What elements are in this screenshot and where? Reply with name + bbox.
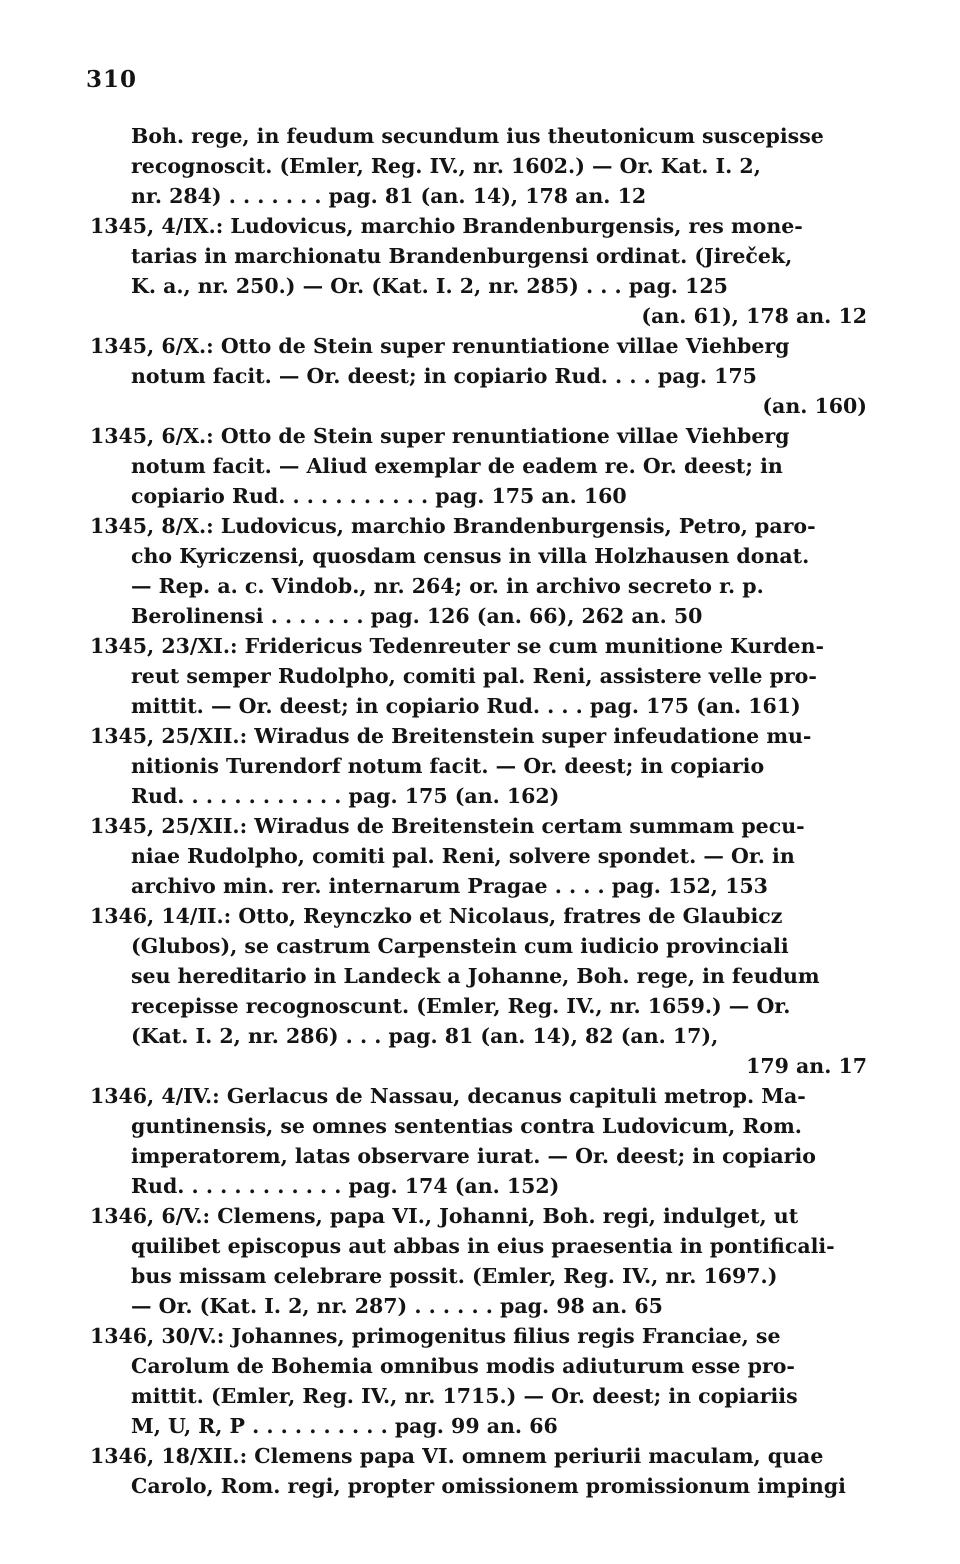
text-line: cho Kyriczensi, quosdam census in villa Holzhausen donat.	[131, 544, 810, 568]
text-line: (Glubos), se castrum Carpenstein cum iudicio provinciali	[131, 934, 789, 958]
text-line: guntinensis, se omnes sententias contra Ludovicum, Rom.	[131, 1114, 802, 1138]
text-line: 179 an. 17	[746, 1054, 867, 1078]
entry-first-line: 1346, 14/II.: Otto, Reynczko et Nicolaus, fratres de Glaubicz	[90, 904, 783, 928]
text-line: K. a., nr. 250.) — Or. (Kat. I. 2, nr. 285) . . . pag. 125	[131, 274, 728, 298]
text-line: Carolum de Bohemia omnibus modis adiuturum esse pro-	[131, 1354, 795, 1378]
text-line: M, U, R, P . . . . . . . . . . pag. 99 an. 66	[131, 1414, 558, 1438]
text-line: Boh. rege, in feudum secundum ius theutonicum suscepisse	[131, 124, 824, 148]
text-line: recognoscit. (Emler, Reg. IV., nr. 1602.) — Or. Kat. I. 2,	[131, 154, 761, 178]
entry-first-line: 1346, 4/IV.: Gerlacus de Nassau, decanus capituli metrop. Ma-	[90, 1084, 806, 1108]
entry-first-line: 1345, 6/X.: Otto de Stein super renuntiatione villae Viehberg	[90, 334, 790, 358]
text-line: (an. 160)	[762, 394, 867, 418]
text-line: Rud. . . . . . . . . . . . pag. 174 (an. 152)	[131, 1174, 560, 1198]
text-line: nr. 284) . . . . . . . pag. 81 (an. 14), 178 an. 12	[131, 184, 647, 208]
entry-first-line: 1346, 18/XII.: Clemens papa VI. omnem periurii maculam, quae	[90, 1444, 824, 1468]
text-line: copiario Rud. . . . . . . . . . . pag. 175 an. 160	[131, 484, 627, 508]
entry-first-line: 1345, 6/X.: Otto de Stein super renuntiatione villae Viehberg	[90, 424, 790, 448]
text-line: (Kat. I. 2, nr. 286) . . . pag. 81 (an. 14), 82 (an. 17),	[131, 1024, 719, 1048]
text-line: recepisse recognoscunt. (Emler, Reg. IV., nr. 1659.) — Or.	[131, 994, 791, 1018]
text-line: — Or. (Kat. I. 2, nr. 287) . . . . . . pag. 98 an. 65	[131, 1294, 663, 1318]
entry-first-line: 1345, 25/XII.: Wiradus de Breitenstein super infeudatione mu-	[90, 724, 812, 748]
entry-first-line: 1345, 4/IX.: Ludovicus, marchio Brandenburgensis, res mone-	[90, 214, 803, 238]
text-line: imperatorem, latas observare iurat. — Or. deest; in copiario	[131, 1144, 816, 1168]
entry-first-line: 1345, 23/XI.: Fridericus Tedenreuter se cum munitione Kurden-	[90, 634, 825, 658]
text-line: niae Rudolpho, comiti pal. Reni, solvere spondet. — Or. in	[131, 844, 795, 868]
text-line: archivo min. rer. internarum Pragae . . . . pag. 152, 153	[131, 874, 768, 898]
text-line: notum facit. — Or. deest; in copiario Rud. . . . pag. 175	[131, 364, 757, 388]
text-line: Rud. . . . . . . . . . . . pag. 175 (an. 162)	[131, 784, 560, 808]
text-line: mittit. (Emler, Reg. IV., nr. 1715.) — Or. deest; in copiariis	[131, 1384, 798, 1408]
text-line: notum facit. — Aliud exemplar de eadem re. Or. deest; in	[131, 454, 783, 478]
text-line: quilibet episcopus aut abbas in eius praesentia in pontificali-	[131, 1234, 835, 1258]
entry-first-line: 1345, 8/X.: Ludovicus, marchio Brandenburgensis, Petro, paro-	[90, 514, 816, 538]
text-line: (an. 61), 178 an. 12	[641, 304, 867, 328]
text-line: mittit. — Or. deest; in copiario Rud. . . . pag. 175 (an. 161)	[131, 694, 801, 718]
entry-first-line: 1345, 25/XII.: Wiradus de Breitenstein certam summam pecu-	[90, 814, 805, 838]
text-line: Berolinensi . . . . . . . pag. 126 (an. 66), 262 an. 50	[131, 604, 703, 628]
text-line: Carolo, Rom. regi, propter omissionem promissionum impingi	[131, 1474, 846, 1498]
text-line: — Rep. a. c. Vindob., nr. 264; or. in archivo secreto r. p.	[131, 574, 764, 598]
text-line: tarias in marchionatu Brandenburgensi ordinat. (Jireček,	[131, 244, 793, 268]
page-number: 310	[86, 66, 138, 93]
text-line: nitionis Turendorf notum facit. — Or. deest; in copiario	[131, 754, 765, 778]
entry-first-line: 1346, 30/V.: Johannes, primogenitus filius regis Franciae, se	[90, 1324, 781, 1348]
entry-first-line: 1346, 6/V.: Clemens, papa VI., Johanni, Boh. regi, indulget, ut	[90, 1204, 799, 1228]
text-line: seu hereditario in Landeck a Johanne, Boh. rege, in feudum	[131, 964, 820, 988]
text-line: reut semper Rudolpho, comiti pal. Reni, assistere velle pro-	[131, 664, 817, 688]
text-line: bus missam celebrare possit. (Emler, Reg. IV., nr. 1697.)	[131, 1264, 778, 1288]
